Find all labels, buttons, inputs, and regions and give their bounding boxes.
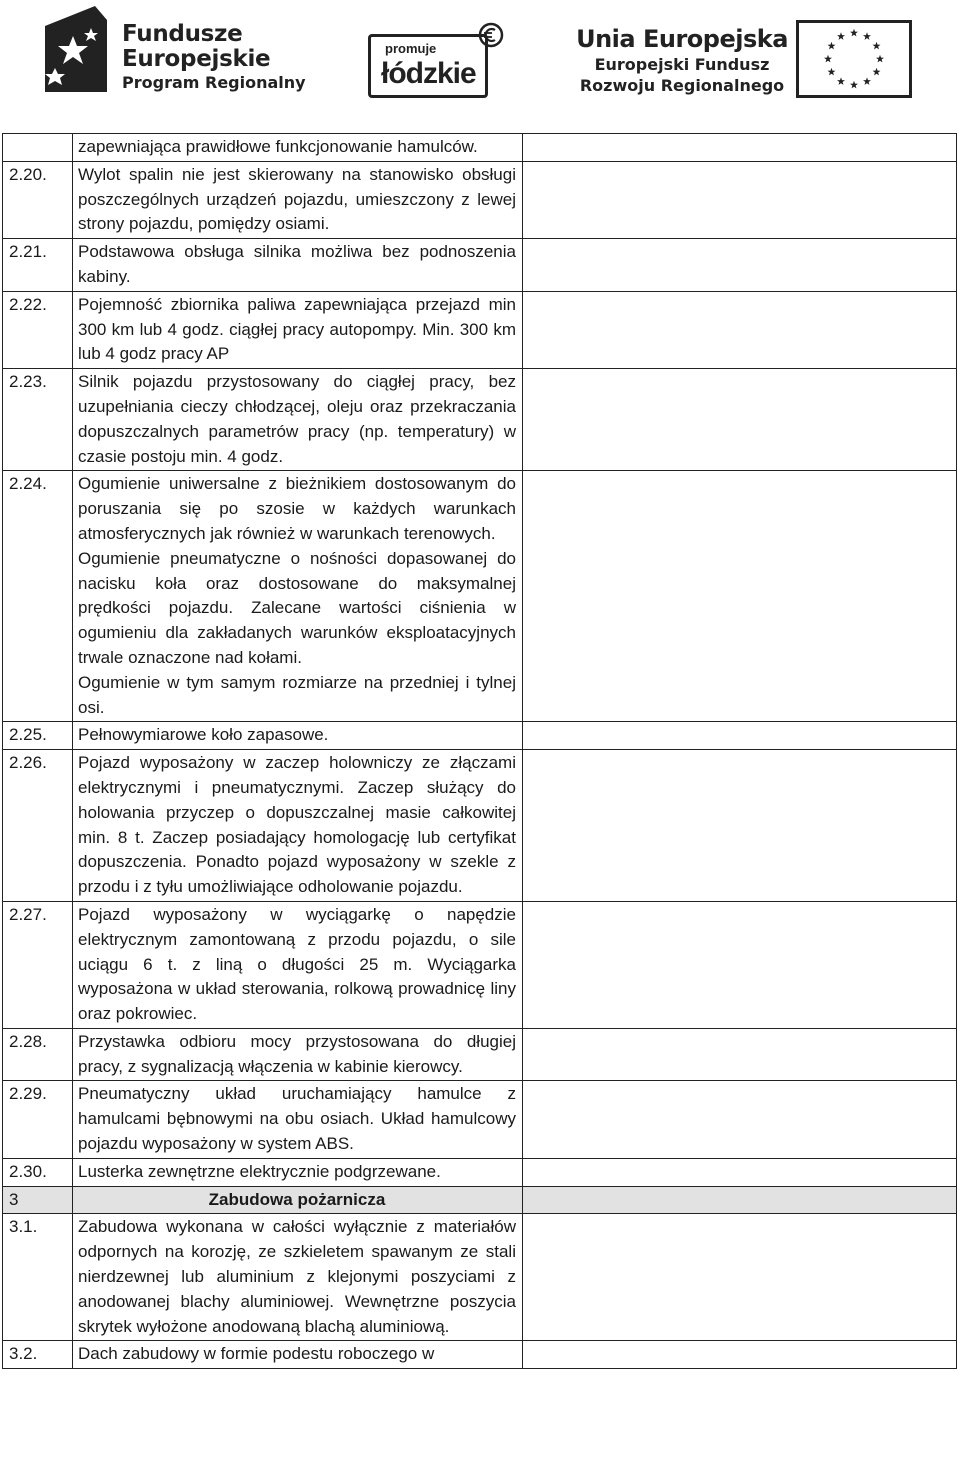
item-number: 3.1. — [3, 1214, 73, 1341]
response-cell — [523, 1214, 957, 1341]
item-description — [73, 901, 523, 1028]
response-cell — [523, 1341, 957, 1369]
item-number: 3 — [3, 1186, 73, 1214]
promuje-lodzkie-logo — [368, 22, 504, 100]
description-paragraph: Dach zabudowy w formie podestu roboczego w — [78, 1344, 435, 1364]
item-number: 2.26. — [3, 750, 73, 902]
fe-logo-line3: Program Regionalny — [122, 73, 306, 92]
description-paragraph: Pojemność zbiornika paliwa zapewniająca przejazd min 300 km lub 4 godz. ciągłej pracy autopompy. Min. 300 km lub 4 godz pracy AP — [78, 294, 516, 364]
response-cell — [523, 161, 957, 238]
table-row — [3, 1341, 957, 1369]
item-description — [73, 161, 523, 238]
fe-logo-line1: Fundusze — [122, 21, 243, 47]
table-row — [3, 750, 957, 902]
fundusze-europejskie-wordmark — [122, 22, 306, 94]
response-cell — [523, 1158, 957, 1186]
promuje-lodzkie-frame — [368, 34, 488, 98]
description-paragraph: Silnik pojazdu przystosowany do ciągłej pracy, bez uzupełniania cieczy chłodzącej, oleju oraz przekraczania dopuszczalnych parametrów pracy (np. temperatury) w czasie postoju min. 4 godz. — [78, 372, 516, 466]
item-number: 2.27. — [3, 901, 73, 1028]
item-description — [73, 750, 523, 902]
description-paragraph: Ogumienie pneumatyczne o nośności dopasowanej do nacisku koła oraz dostosowane do maksymalnej prędkości pojazdu. Zalecane wartości ciśnienia w ogumieniu dla zakładanych warunków eksploatacyjnych trwale oznaczone nad kołami. — [78, 548, 516, 667]
item-number: 3.2. — [3, 1341, 73, 1369]
description-paragraph: Przystawka odbioru mocy przystosowana do długiej pracy, z sygnalizacją włączenia w kabinie kierowcy. — [78, 1031, 516, 1076]
ue-logo-line1: Unia Europejska — [576, 25, 788, 53]
item-number: 2.22. — [3, 291, 73, 368]
item-number: 2.25. — [3, 722, 73, 750]
description-paragraph: Wylot spalin nie jest skierowany na stanowisko obsługi poszczególnych urządzeń pojazdu, umieszczony z lewej strony pojazdu, pomiędzy osiami. — [78, 164, 516, 234]
table-row — [3, 239, 957, 292]
item-description — [73, 1081, 523, 1158]
table-row — [3, 1081, 957, 1158]
description-paragraph: Zabudowa wykonana w całości wyłącznie z materiałów odpornych na korozję, ze szkieletem spawanym ze stali nierdzewnej lub aluminium z klejonymi poszyciami z anodowanej blachy aluminiowej. Wewnętrzne poszycia skrytek wyłożone anodowaną blachą aluminiową. — [78, 1217, 516, 1336]
ue-logo-line2: Europejski Fundusz — [594, 55, 770, 74]
item-description — [73, 1028, 523, 1081]
response-cell — [523, 1081, 957, 1158]
table-row — [3, 471, 957, 722]
fe-logo-line2: Europejskie — [122, 46, 271, 72]
euro-circle-icon — [478, 22, 504, 48]
item-number: 2.29. — [3, 1081, 73, 1158]
item-description — [73, 1341, 523, 1369]
item-number: 2.20. — [3, 161, 73, 238]
item-number: 2.23. — [3, 369, 73, 471]
unia-europejska-wordmark — [576, 24, 788, 96]
table-row — [3, 291, 957, 368]
description-paragraph: Pojazd wyposażony w zaczep holowniczy ze złączami elektrycznymi i pneumatycznymi. Zaczep służący do holowania przyczep o dopuszczalnej masie całkowitej min. 8 t. Zaczep posiadający homologację lub certyfikat dopuszczenia. Ponadto pojazd wyposażony w szekle z przodu i z tyłu umożliwiające odholowanie pojazdu. — [78, 753, 516, 897]
item-number: 2.24. — [3, 471, 73, 722]
response-cell — [523, 369, 957, 471]
response-cell — [523, 1028, 957, 1081]
page-header — [0, 0, 960, 120]
response-cell — [523, 901, 957, 1028]
item-number: 2.21. — [3, 239, 73, 292]
item-description — [73, 291, 523, 368]
table-row — [3, 1214, 957, 1341]
description-paragraph: Lusterka zewnętrzne elektrycznie podgrzewane. — [78, 1161, 441, 1181]
description-paragraph: Zabudowa pożarnicza — [208, 1189, 386, 1209]
table-row — [3, 901, 957, 1028]
specification-table-body — [3, 134, 957, 1369]
promuje-text: promuje — [385, 41, 437, 56]
description-paragraph: Podstawowa obsługa silnika możliwa bez podnoszenia kabiny. — [78, 242, 516, 286]
description-paragraph: zapewniająca prawidłowe funkcjonowanie hamulców. — [78, 137, 478, 156]
response-cell — [523, 471, 957, 722]
description-paragraph: Pneumatyczny układ uruchamiający hamulce z hamulcami bębnowymi na obu osiach. Układ hamulcowy pojazdu wyposażony w system ABS. — [78, 1084, 516, 1154]
item-description — [73, 1214, 523, 1341]
item-description — [73, 1158, 523, 1186]
item-number — [3, 134, 73, 162]
response-cell — [523, 722, 957, 750]
item-description — [73, 369, 523, 471]
item-number: 2.28. — [3, 1028, 73, 1081]
eu-flag-icon — [796, 20, 912, 98]
table-row — [3, 161, 957, 238]
description-paragraph: Pojazd wyposażony w wyciągarkę o napędzie elektrycznym zamontowaną z przodu pojazdu, o sile uciągu 6 t. z liną o długości 25 m. Wyciągarka wyposażona w układ sterowania, rolkową prowadnicę liny oraz pokrowiec. — [78, 904, 516, 1024]
response-cell — [523, 750, 957, 902]
lodzkie-text: łódzkie — [381, 57, 476, 90]
table-row — [3, 722, 957, 750]
response-cell — [523, 291, 957, 368]
item-description — [73, 134, 523, 162]
item-description — [73, 239, 523, 292]
item-description — [73, 471, 523, 722]
table-row — [3, 134, 957, 162]
section-title — [73, 1186, 523, 1214]
fundusze-europejskie-logo-icon — [45, 6, 107, 92]
response-cell — [523, 239, 957, 292]
item-number: 2.30. — [3, 1158, 73, 1186]
section-row — [3, 1186, 957, 1214]
table-row — [3, 1028, 957, 1081]
item-description — [73, 722, 523, 750]
specification-table — [2, 133, 957, 1369]
response-cell — [523, 1186, 957, 1214]
description-paragraph: Pełnowymiarowe koło zapasowe. — [78, 725, 329, 745]
ue-logo-line3: Rozwoju Regionalnego — [579, 76, 785, 95]
table-row — [3, 369, 957, 471]
table-row — [3, 1158, 957, 1186]
description-paragraph: Ogumienie uniwersalne z bieżnikiem dostosowanym do poruszania się po szosie w każdych warunkach atmosferycznych jak również w warunkach terenowych. — [78, 474, 516, 543]
description-paragraph: Ogumienie w tym samym rozmiarze na przedniej i tylnej osi. — [78, 672, 516, 717]
response-cell — [523, 134, 957, 162]
